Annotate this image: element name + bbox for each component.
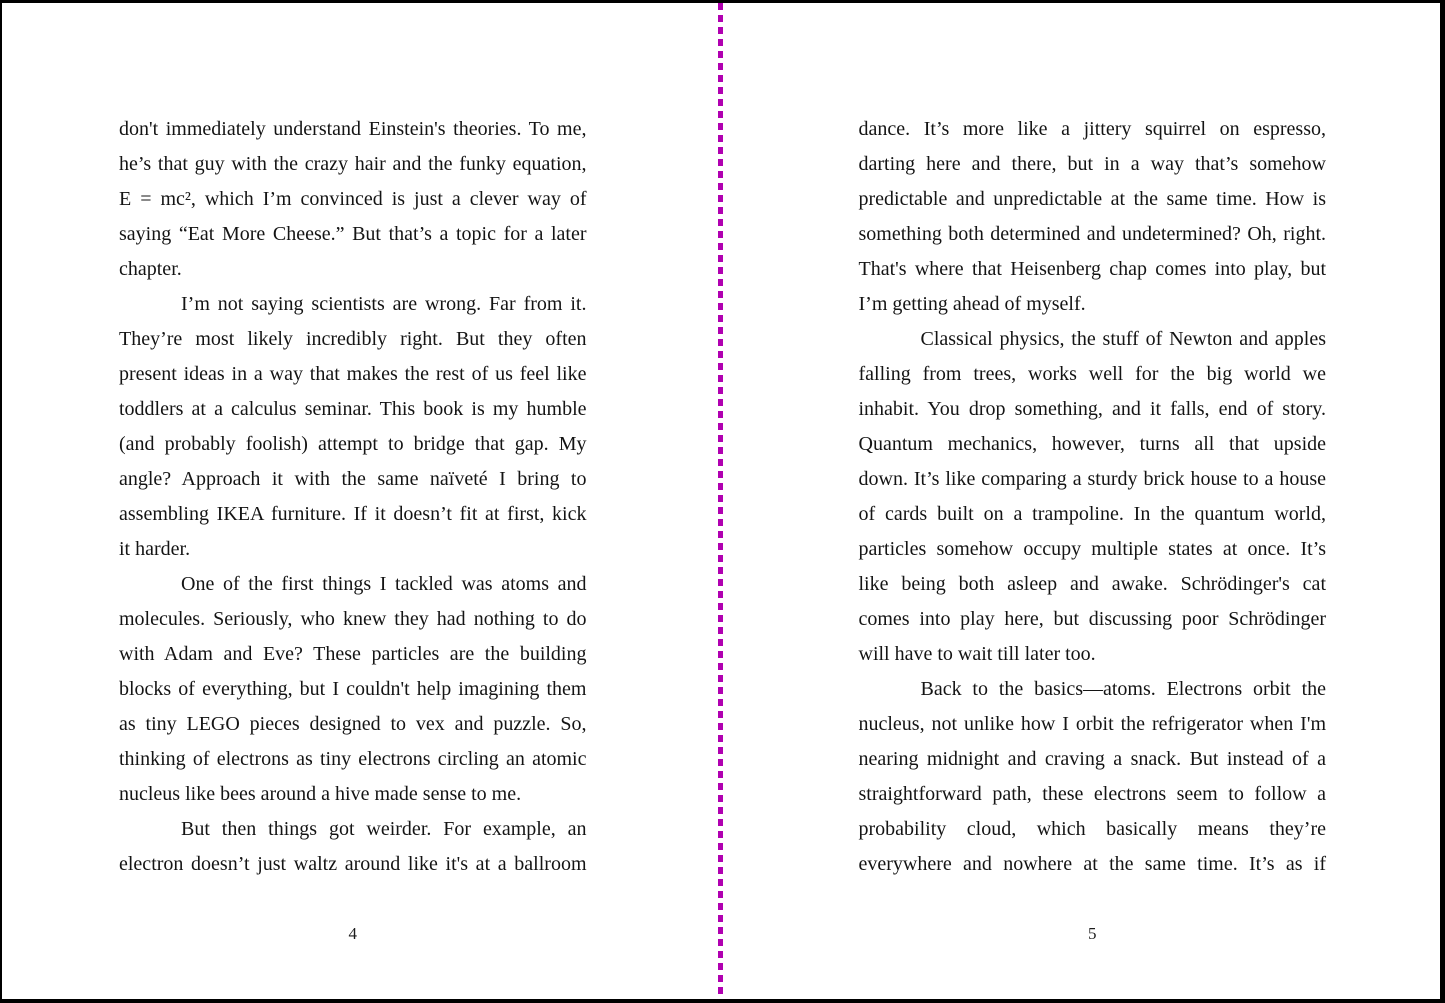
text-line: Classical physics, the stuff of Newton and apples: [920, 328, 1326, 350]
text-line: with Adam and Eve? These particles are the building: [119, 643, 587, 665]
text-line: down. It’s like comparing a sturdy brick house to a house: [858, 468, 1326, 490]
text-line: angle? Approach it with the same naïveté I bring to: [119, 468, 587, 490]
text-line: probability cloud, which basically means they’re: [858, 818, 1326, 840]
text-line: it harder.: [119, 538, 191, 560]
text-line: I’m getting ahead of myself.: [858, 293, 1086, 315]
page-number-right: 5: [1088, 924, 1097, 943]
text-line: molecules. Seriously, who knew they had nothing to do: [119, 608, 587, 630]
text-line: thinking of electrons as tiny electrons circling an atomic: [119, 748, 587, 770]
text-line: particles somehow occupy multiple states at once. It’s: [858, 538, 1326, 560]
text-line: They’re most likely incredibly right. But they often: [119, 328, 587, 350]
text-line: will have to wait till later too.: [858, 643, 1096, 665]
text-line: he’s that guy with the crazy hair and the funky equation,: [119, 153, 587, 175]
text-line: chapter.: [119, 258, 182, 280]
text-line: falling from trees, works well for the big world we: [858, 363, 1326, 385]
text-line: dance. It’s more like a jittery squirrel on espresso,: [858, 118, 1326, 140]
text-line: toddlers at a calculus seminar. This book is my humble: [119, 398, 587, 420]
text-line: nearing midnight and craving a snack. But instead of a: [858, 748, 1326, 770]
text-line: That's where that Heisenberg chap comes into play, but: [858, 258, 1326, 280]
text-line: don't immediately understand Einstein's theories. To me,: [119, 118, 587, 140]
text-line: darting here and there, but in a way that’s somehow: [858, 153, 1326, 175]
text-line: something both determined and undetermined? Oh, right.: [858, 223, 1326, 245]
text-line: nucleus, not unlike how I orbit the refrigerator when I'm: [858, 713, 1326, 735]
text-line: assembling IKEA furniture. If it doesn’t fit at first, kick: [119, 503, 587, 525]
text-line: comes into play here, but discussing poor Schrödinger: [858, 608, 1326, 630]
page-number-left: 4: [348, 924, 357, 943]
text-line: blocks of everything, but I couldn't help imagining them: [119, 678, 587, 700]
text-line: E = mc², which I’m convinced is just a clever way of: [119, 188, 587, 210]
text-line: of cards built on a trampoline. In the quantum world,: [858, 503, 1326, 525]
text-line: I’m not saying scientists are wrong. Far from it.: [181, 293, 587, 315]
text-line: straightforward path, these electrons seem to follow a: [858, 783, 1326, 805]
text-line: (and probably foolish) attempt to bridge that gap. My: [119, 433, 587, 455]
text-line: as tiny LEGO pieces designed to vex and puzzle. So,: [119, 713, 587, 735]
text-line: saying “Eat More Cheese.” But that’s a topic for a later: [119, 223, 587, 245]
text-line: Back to the basics—atoms. Electrons orbit the: [920, 678, 1326, 700]
page-right-text: [859, 112, 1327, 882]
page-left-text: [119, 112, 587, 882]
text-line: Quantum mechanics, however, turns all that upside: [858, 433, 1326, 455]
text-line: nucleus like bees around a hive made sense to me.: [119, 783, 522, 805]
page-left: [2, 3, 718, 999]
text-line: predictable and unpredictable at the same time. How is: [858, 188, 1326, 210]
text-line: One of the first things I tackled was atoms and: [181, 573, 587, 595]
text-line: electron doesn’t just waltz around like it's at a ballroom: [119, 853, 587, 875]
page-right: [723, 3, 1441, 999]
text-line: inhabit. You drop something, and it falls, end of story.: [858, 398, 1326, 420]
text-line: like being both asleep and awake. Schrödinger's cat: [858, 573, 1326, 595]
text-line: present ideas in a way that makes the rest of us feel like: [119, 363, 587, 385]
text-line: But then things got weirder. For example, an: [181, 818, 587, 840]
text-line: everywhere and nowhere at the same time. It’s as if: [858, 853, 1326, 875]
